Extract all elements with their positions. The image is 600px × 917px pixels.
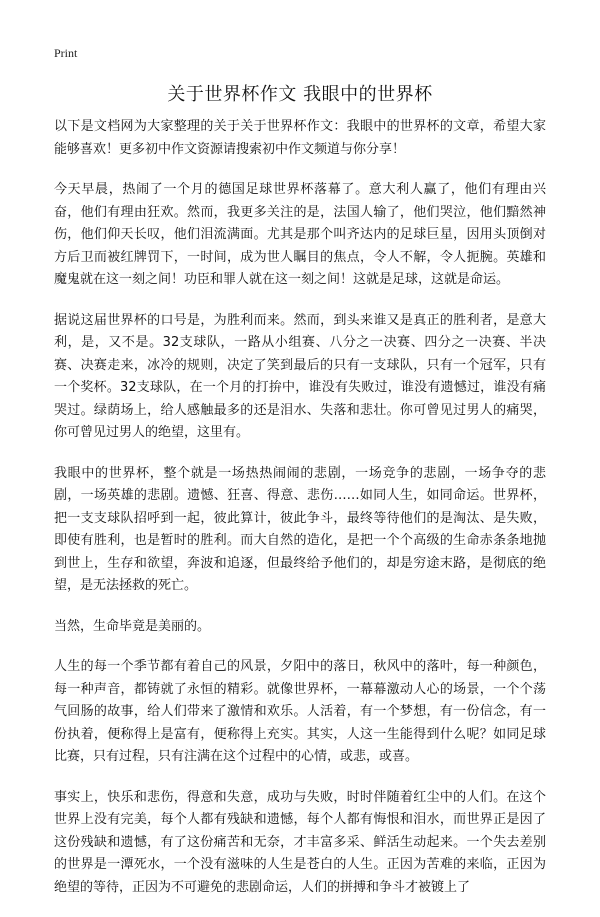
- article-paragraph: 据说这届世界杯的口号是，为胜利而来。然而，到头来谁又是真正的胜利者，是意大利，是，又不是。32支球队，一路从小组赛、八分之一决赛、四分之一决赛、半决赛、决赛走来，冰冷的规则，决定了笑到最后的只有一支球队，只有一个冠军，只有一个奖杯。32支球队，在一个月的打拚中，谁没有失败过，谁没有遗憾过，谁没有痛哭过。绿荫场上，给人感触最多的还是泪水、失落和悲壮。你可曾见过男人的痛哭，你可曾见过男人的绝望，这里有。: [54, 312, 546, 440]
- article-paragraph: 我眼中的世界杯，整个就是一场热热闹闹的悲剧，一场竞争的悲剧，一场争夺的悲剧，一场英雄的悲剧。遗憾、狂喜、得意、悲伤……如同人生，如同命运。世界杯，把一支支球队招呼到一起，彼此算计，彼此争斗，最终等待他们的是淘汰、是失败，即使有胜利，也是暂时的胜利。而大自然的造化，是把一个个高级的生命赤条条地抛到世上，生存和欲望，奔波和追逐，但最终给予他们的，却是穷途末路，是彻底的绝望，是无法拯救的死亡。: [54, 465, 546, 593]
- article-paragraph: 当然，生命毕竟是美丽的。: [54, 618, 211, 634]
- page-title: 关于世界杯作文 我眼中的世界杯: [167, 84, 433, 105]
- article-paragraph: 人生的每一个季节都有着自己的风景，夕阳中的落日，秋风中的落叶，每一种颜色，每一种声音，都铸就了永恒的精彩。就像世界杯，一幕幕激动人心的场景，一个个荡气回肠的故事，给人们带来了激情和欢乐。人活着，有一个梦想，有一份信念，有一份执着，便称得上是富有，便称得上充实。其实，人这一生能得到什么呢？如同足球比赛，只有过程，只有注满在这个过程中的心情，或悲，或喜。: [54, 659, 546, 764]
- article-paragraph: 以下是文档网为大家整理的关于关于世界杯作文：我眼中的世界杯的文章，希望大家能够喜欢！更多初中作文资源请搜索初中作文频道与你分享！: [54, 119, 546, 157]
- article-body: [54, 116, 546, 917]
- article-paragraph: 事实上，快乐和悲伤，得意和失意，成功与失败，时时伴随着红尘中的人们。在这个世界上没有完美，每个人都有残缺和遗憾，每个人都有悔恨和泪水，而世界正是因了这份残缺和遗憾，有了这份痛苦和无奈，才丰富多采、鲜活生动起来。一个失去差别的世界是一潭死水，一个没有滋味的人生是苍白的人生。正因为苦难的来临，正因为绝望的等待，正因为不可避免的悲剧命运，人们的拼搏和争斗才被镀上了: [54, 789, 546, 895]
- print-link[interactable]: Print: [54, 46, 78, 60]
- article-paragraph: 今天早晨，热闹了一个月的德国足球世界杯落幕了。意大利人赢了，他们有理由兴奋，他们有理由狂欢。然而，我更多关注的是，法国人输了，他们哭泣，他们黯然神伤，他们仰天长叹，他们泪流满面。尤其是那个叫齐达内的足球巨星，因用头顶倒对方后卫而被红牌罚下，一时间，成为世人瞩目的焦点，令人不解，令人扼腕。英雄和魔鬼就在这一刻之间！功臣和罪人就在这一刻之间！这就是足球，这就是命运。: [54, 182, 546, 287]
